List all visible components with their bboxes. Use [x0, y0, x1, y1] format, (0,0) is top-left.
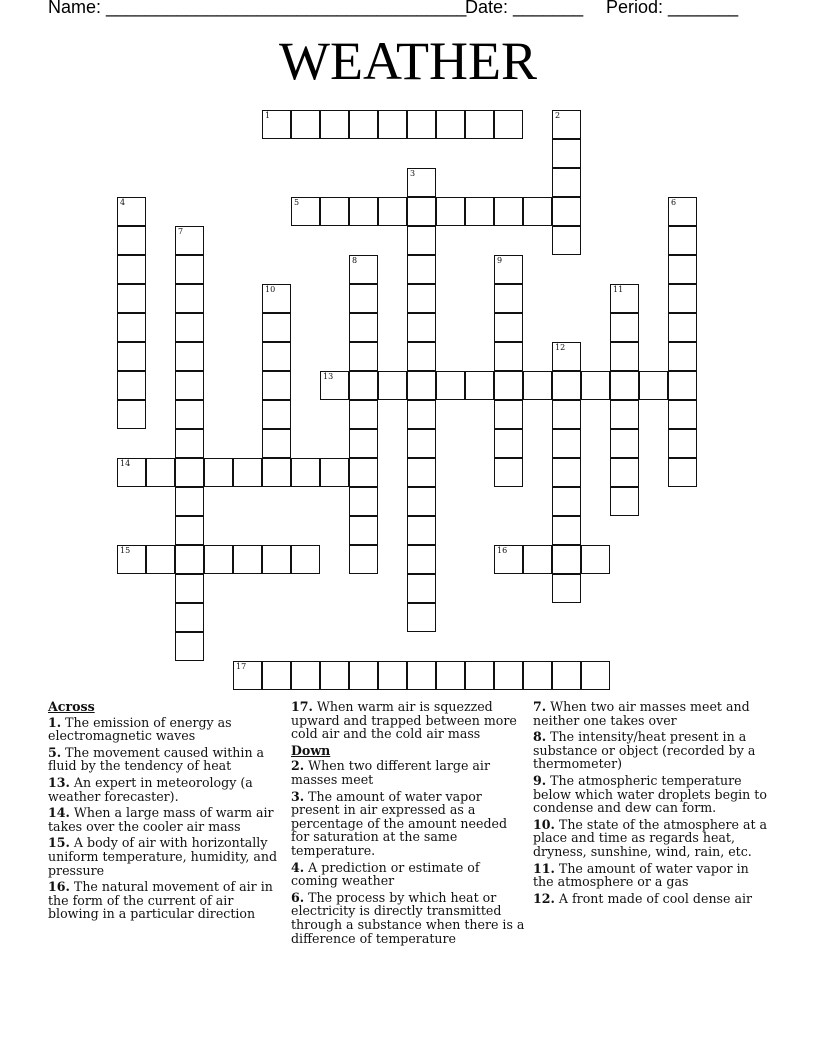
grid-cell[interactable]: [320, 197, 349, 226]
clue-number: 9: [497, 256, 503, 265]
clue-across-1: 1. The emission of energy as electromagnetic waves: [48, 714, 232, 744]
grid-cell[interactable]: [494, 545, 523, 574]
clue-across-5: 5. The movement caused within a fluid by the tendency of heat: [48, 744, 265, 774]
clues-column-3: [533, 700, 769, 908]
grid-cell[interactable]: [494, 284, 523, 313]
grid-cell[interactable]: [610, 313, 639, 342]
grid-cell[interactable]: [349, 487, 378, 516]
clue-number: 3: [410, 169, 416, 178]
grid-cell[interactable]: [581, 661, 610, 690]
grid-cell[interactable]: [262, 429, 291, 458]
grid-cell[interactable]: [610, 429, 639, 458]
grid-cell[interactable]: [552, 400, 581, 429]
grid-cell[interactable]: [407, 371, 436, 400]
grid-cell[interactable]: [117, 313, 146, 342]
grid-cell[interactable]: [639, 371, 668, 400]
grid-cell[interactable]: [291, 458, 320, 487]
grid-cell[interactable]: [175, 574, 204, 603]
grid-cell[interactable]: [610, 342, 639, 371]
grid-cell[interactable]: [233, 661, 262, 690]
grid-cell[interactable]: [146, 545, 175, 574]
clue-across-15: 15. A body of air with horizontally uniform temperature, humidity, and pressure: [48, 835, 278, 878]
grid-cell[interactable]: [262, 284, 291, 313]
grid-cell[interactable]: [407, 255, 436, 284]
grid-cell[interactable]: [349, 371, 378, 400]
grid-cell[interactable]: [552, 458, 581, 487]
grid-cell[interactable]: [494, 197, 523, 226]
grid-cell[interactable]: [175, 603, 204, 632]
grid-cell[interactable]: [407, 342, 436, 371]
grid-cell[interactable]: [668, 313, 697, 342]
grid-cell[interactable]: [262, 400, 291, 429]
grid-cell[interactable]: [175, 226, 204, 255]
clue-number: 8: [352, 256, 358, 265]
grid-cell[interactable]: [610, 371, 639, 400]
grid-cell[interactable]: [494, 313, 523, 342]
grid-cell[interactable]: [552, 371, 581, 400]
clue-number: 10: [265, 285, 276, 294]
grid-cell[interactable]: [668, 226, 697, 255]
grid-cell[interactable]: [349, 661, 378, 690]
grid-cell[interactable]: [407, 168, 436, 197]
grid-cell[interactable]: [349, 400, 378, 429]
grid-cell[interactable]: [262, 371, 291, 400]
grid-cell[interactable]: [465, 197, 494, 226]
grid-cell[interactable]: [552, 545, 581, 574]
grid-cell[interactable]: [407, 545, 436, 574]
clue-across-16: 16. The natural movement of air in the form of the current of air blowing in a particular direction: [48, 879, 273, 922]
grid-cell[interactable]: [407, 226, 436, 255]
grid-cell[interactable]: [581, 545, 610, 574]
grid-cell[interactable]: [349, 110, 378, 139]
grid-cell[interactable]: [378, 661, 407, 690]
grid-cell[interactable]: [552, 226, 581, 255]
grid-cell[interactable]: [378, 371, 407, 400]
grid-cell[interactable]: [175, 429, 204, 458]
grid-cell[interactable]: [175, 516, 204, 545]
grid-cell[interactable]: [552, 168, 581, 197]
grid-cell[interactable]: [262, 342, 291, 371]
grid-cell[interactable]: [436, 110, 465, 139]
grid-cell[interactable]: [668, 371, 697, 400]
clue-number: 6: [671, 198, 677, 207]
grid-cell[interactable]: [552, 197, 581, 226]
clue-down-12: 12. A front made of cool dense air: [533, 890, 753, 906]
clue-across-13: 13. An expert in meteorology (a weather forecaster).: [48, 774, 253, 804]
grid-cell[interactable]: [262, 458, 291, 487]
grid-cell[interactable]: [668, 400, 697, 429]
grid-cell[interactable]: [175, 458, 204, 487]
grid-cell[interactable]: [175, 313, 204, 342]
grid-cell[interactable]: [581, 371, 610, 400]
grid-cell[interactable]: [610, 487, 639, 516]
grid-cell[interactable]: [523, 197, 552, 226]
grid-cell[interactable]: [175, 545, 204, 574]
date-field[interactable]: Date: _______: [465, 0, 584, 17]
grid-cell[interactable]: [407, 400, 436, 429]
grid-cell[interactable]: [117, 458, 146, 487]
grid-cell[interactable]: [117, 371, 146, 400]
grid-cell[interactable]: [465, 110, 494, 139]
clue-down-4: 4. A prediction or estimate of coming weather: [291, 859, 480, 889]
grid-cell[interactable]: [349, 429, 378, 458]
grid-cell[interactable]: [407, 661, 436, 690]
grid-cell[interactable]: [552, 574, 581, 603]
grid-cell[interactable]: [668, 342, 697, 371]
grid-cell[interactable]: [117, 400, 146, 429]
clue-number: 14: [120, 459, 131, 468]
grid-cell[interactable]: [175, 400, 204, 429]
period-field[interactable]: Period: _______: [606, 0, 739, 17]
grid-cell[interactable]: [349, 545, 378, 574]
grid-cell[interactable]: [349, 313, 378, 342]
grid-cell[interactable]: [494, 342, 523, 371]
clue-down-6: 6. The process by which heat or electricity is directly transmitted through a substance when there is a difference of temperature: [291, 889, 525, 946]
grid-cell[interactable]: [494, 255, 523, 284]
grid-cell[interactable]: [117, 197, 146, 226]
clue-number: 12: [555, 343, 566, 352]
grid-cell[interactable]: [233, 458, 262, 487]
grid-cell[interactable]: [523, 371, 552, 400]
clue-down-2: 2. When two different large air masses meet: [291, 758, 490, 787]
grid-cell[interactable]: [117, 255, 146, 284]
grid-cell[interactable]: [668, 255, 697, 284]
clue-number: 4: [120, 198, 126, 207]
grid-cell[interactable]: [407, 197, 436, 226]
grid-cell[interactable]: [117, 545, 146, 574]
grid-cell[interactable]: [320, 661, 349, 690]
grid-cell[interactable]: [291, 110, 320, 139]
clue-down-3: 3. The amount of water vapor present in air expressed as a percentage of the amount needed for saturation at the same temperature.: [291, 788, 508, 858]
grid-cell[interactable]: [436, 661, 465, 690]
page-title: WEATHER: [279, 31, 537, 91]
grid-cell[interactable]: [349, 458, 378, 487]
grid-cell[interactable]: [610, 458, 639, 487]
grid-cell[interactable]: [175, 255, 204, 284]
down-heading: Down: [291, 742, 331, 758]
grid-cell[interactable]: [494, 458, 523, 487]
grid-cell[interactable]: [465, 371, 494, 400]
grid-cell[interactable]: [175, 632, 204, 661]
grid-cell[interactable]: [407, 516, 436, 545]
clue-number: 16: [497, 546, 508, 555]
grid-cell[interactable]: [262, 545, 291, 574]
grid-cell[interactable]: [668, 458, 697, 487]
grid-cell[interactable]: [494, 371, 523, 400]
clue-across-14: 14. When a large mass of warm air takes over the cooler air mass: [48, 805, 274, 834]
clue-number: 17: [236, 662, 247, 671]
clue-down-10: 10. The state of the atmosphere at a place and time as regards heat, dryness, sunshine, wind, rain, etc.: [533, 816, 768, 859]
grid-cell[interactable]: [407, 603, 436, 632]
grid-cell[interactable]: [175, 342, 204, 371]
clue-down-8: 8. The intensity/heat present in a substance or object (recorded by a thermometer): [533, 729, 756, 772]
grid-cell[interactable]: [378, 110, 407, 139]
grid-cell[interactable]: [262, 110, 291, 139]
grid-cell[interactable]: [552, 487, 581, 516]
clue-number: 15: [120, 546, 131, 555]
grid-cell[interactable]: [552, 661, 581, 690]
grid-cell[interactable]: [291, 197, 320, 226]
clue-number: 5: [294, 198, 300, 207]
clue-down-7: 7. When two air masses meet and neither one takes over: [533, 699, 750, 728]
clues-column-2: [291, 700, 527, 948]
grid-cell[interactable]: [407, 487, 436, 516]
grid-cell[interactable]: [262, 661, 291, 690]
grid-cell[interactable]: [610, 400, 639, 429]
clue-number: 2: [555, 111, 561, 120]
clue-number: 11: [613, 285, 624, 294]
grid-cell[interactable]: [407, 284, 436, 313]
grid-cell[interactable]: [117, 342, 146, 371]
grid-cell[interactable]: [407, 110, 436, 139]
grid-cell[interactable]: [291, 661, 320, 690]
grid-cell[interactable]: [175, 371, 204, 400]
grid-cell[interactable]: [668, 429, 697, 458]
grid-cell[interactable]: [320, 110, 349, 139]
clue-down-11: 11. The amount of water vapor in the atmosphere or a gas: [533, 860, 749, 890]
grid-cell[interactable]: [320, 371, 349, 400]
clues-column-1: [48, 700, 284, 924]
grid-cell[interactable]: [146, 458, 175, 487]
grid-cell[interactable]: [465, 661, 494, 690]
grid-cell[interactable]: [320, 458, 349, 487]
grid-cell[interactable]: [407, 313, 436, 342]
grid-cell[interactable]: [262, 313, 291, 342]
grid-cell[interactable]: [494, 400, 523, 429]
grid-cell[interactable]: [494, 110, 523, 139]
grid-cell[interactable]: [407, 429, 436, 458]
grid-cell[interactable]: [494, 661, 523, 690]
grid-cell[interactable]: [552, 516, 581, 545]
grid-cell[interactable]: [523, 661, 552, 690]
grid-cell[interactable]: [610, 284, 639, 313]
grid-cell[interactable]: [552, 429, 581, 458]
grid-cell[interactable]: [349, 255, 378, 284]
grid-cell[interactable]: [407, 458, 436, 487]
grid-cell[interactable]: [552, 139, 581, 168]
grid-cell[interactable]: [117, 284, 146, 313]
name-field[interactable]: Name: ____________________________________: [48, 0, 467, 17]
clue-across-17: 17. When warm air is squezzed upward and trapped between more cold air and the cold air mass: [291, 699, 517, 742]
grid-cell[interactable]: [407, 574, 436, 603]
clue-number: 1: [265, 111, 271, 120]
grid-cell[interactable]: [552, 110, 581, 139]
grid-cell[interactable]: [552, 342, 581, 371]
grid-cell[interactable]: [204, 545, 233, 574]
grid-cell[interactable]: [349, 516, 378, 545]
grid-cell[interactable]: [175, 284, 204, 313]
grid-cell[interactable]: [204, 458, 233, 487]
grid-cell[interactable]: [349, 342, 378, 371]
grid-cell[interactable]: [378, 197, 407, 226]
grid-cell[interactable]: [523, 545, 552, 574]
grid-cell[interactable]: [233, 545, 262, 574]
grid-cell[interactable]: [349, 197, 378, 226]
grid-cell[interactable]: [349, 284, 378, 313]
clue-down-9: 9. The atmospheric temperature below which water droplets begin to condense and dew can form.: [533, 772, 767, 816]
grid-cell[interactable]: [436, 197, 465, 226]
clue-number: 7: [178, 227, 184, 236]
grid-cell[interactable]: [668, 197, 697, 226]
grid-cell[interactable]: [436, 371, 465, 400]
grid-cell[interactable]: [175, 487, 204, 516]
grid-cell[interactable]: [117, 226, 146, 255]
grid-cell[interactable]: [291, 545, 320, 574]
clue-number: 13: [323, 372, 334, 381]
grid-cell[interactable]: [668, 284, 697, 313]
grid-cell[interactable]: [494, 429, 523, 458]
across-heading: Across: [48, 699, 95, 714]
